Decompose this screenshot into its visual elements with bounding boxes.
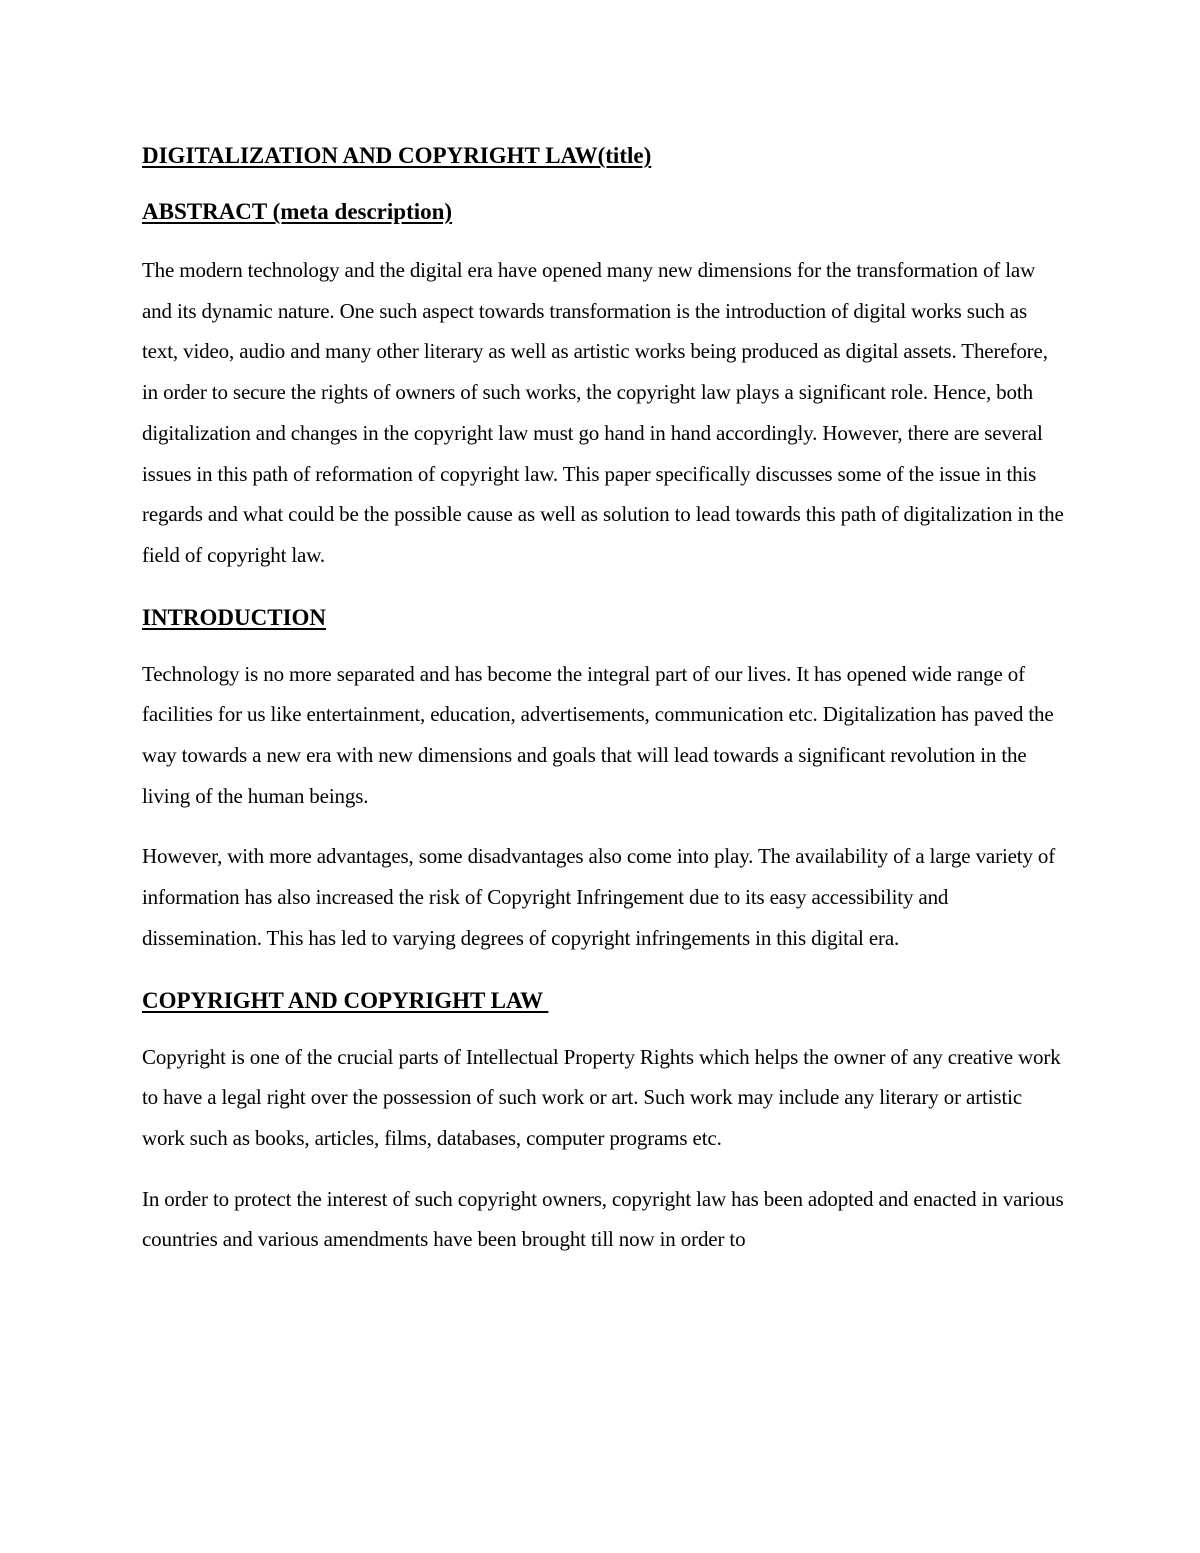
copyright-paragraph-1: Copyright is one of the crucial parts of Intellectual Property Rights which helps the owner of any creative work to have a legal right over the possession of such work or art. Such work may include any literary or artistic work such as books, articles, films, databases, computer programs etc. xyxy=(142,1044,1061,1150)
copyright-paragraph-2: In order to protect the interest of such copyright owners, copyright law has been adopted and enacted in various countries and various amendments have been brought till now in order to xyxy=(142,1186,1064,1252)
copyright-heading: COPYRIGHT AND COPYRIGHT LAW xyxy=(142,987,549,1013)
introduction-paragraph-1: Technology is no more separated and has become the integral part of our lives. It has opened wide range of facilities for us like entertainment, education, advertisements, communication etc. Digitalization has paved the way towards a new era with new dimensions and goals that will lead towards a significant revolution in the living of the human beings. xyxy=(142,661,1054,808)
abstract-paragraph: The modern technology and the digital era have opened many new dimensions for the transformation of law and its dynamic nature. One such aspect towards transformation is the introduction of digital works such as text, video, audio and many other literary as well as artistic works being produced as digital assets. Therefore, in order to secure the rights of owners of such works, the copyright law plays a significant role. Hence, both digitalization and changes in the copyright law must go hand in hand accordingly. However, there are several issues in this path of reformation of copyright law. This paper specifically discusses some of the issue in this regards and what could be the possible cause as well as solution to lead towards this path of digitalization in the field of copyright law. xyxy=(142,258,1064,567)
introduction-heading: INTRODUCTION xyxy=(142,604,327,630)
abstract-heading: ABSTRACT (meta description) xyxy=(142,199,453,224)
introduction-paragraph-2: However, with more advantages, some disadvantages also come into play. The availability of a large variety of information has also increased the risk of Copyright Infringement due to its easy accessibility and dissemination. This has led to varying degrees of copyright infringements in this digital era. xyxy=(142,844,1056,950)
document-body xyxy=(142,140,1067,1280)
document-title: DIGITALIZATION AND COPYRIGHT LAW(title) xyxy=(142,143,652,168)
